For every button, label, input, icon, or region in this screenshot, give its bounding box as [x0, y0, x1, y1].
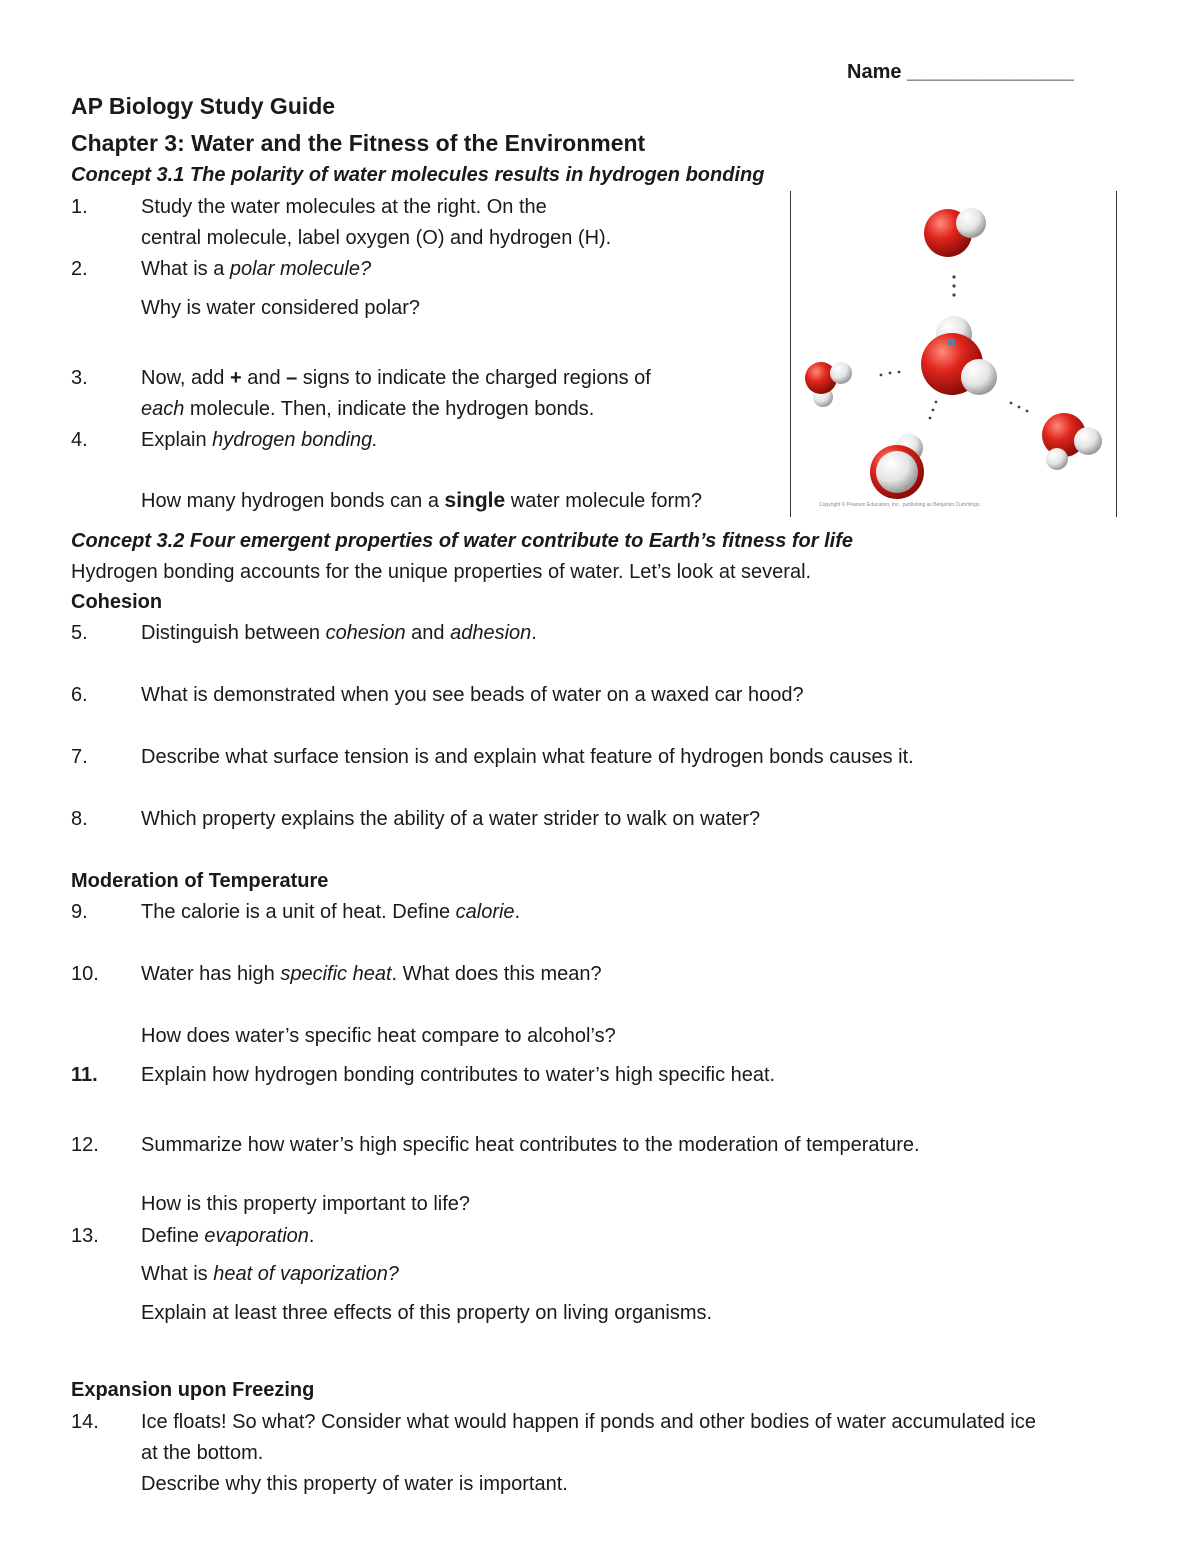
question-number: 14. — [71, 1411, 99, 1433]
question-number: 6. — [71, 684, 88, 706]
question-number: 8. — [71, 808, 88, 830]
question-number: 5. — [71, 622, 88, 644]
question-14-line3: Describe why this property of water is important. — [141, 1473, 568, 1495]
bottom-water-molecule — [870, 434, 924, 499]
question-12-text: Summarize how water’s high specific heat contributes to the moderation of temperature. — [141, 1134, 920, 1156]
question-number: 10. — [71, 963, 99, 985]
question-number: 7. — [71, 746, 88, 768]
question-9-text: The calorie is a unit of heat. Define calorie. — [141, 901, 521, 923]
question-13-followup-2: Explain at least three effects of this property on living organisms. — [141, 1302, 713, 1324]
question-7-text: Describe what surface tension is and explain what feature of hydrogen bonds causes it. — [141, 746, 914, 768]
question-1-line1: Study the water molecules at the right. On the — [141, 196, 547, 218]
question-number: 13. — [71, 1225, 99, 1247]
question-2-prompt: What is a polar molecule? — [141, 258, 372, 280]
question-13-text: Define evaporation. — [141, 1225, 315, 1247]
hydrogen-bond-dots — [929, 401, 938, 420]
question-3-line2: each molecule. Then, indicate the hydrogen bonds. — [141, 398, 595, 420]
document-title: AP Biology Study Guide — [71, 93, 336, 119]
hydrogen-bond-dots — [952, 275, 955, 296]
question-5-text: Distinguish between cohesion and adhesion. — [141, 622, 537, 644]
cohesion-heading: Cohesion — [71, 591, 163, 613]
question-number: 3. — [71, 367, 88, 389]
left-water-molecule — [805, 362, 852, 407]
figure-credit: Copyright © Pearson Education, Inc., publishing as Benjamin Cummings. — [819, 502, 981, 508]
temperature-heading: Moderation of Temperature — [71, 870, 329, 892]
question-2-followup: Why is water considered polar? — [141, 297, 421, 319]
top-water-molecule — [924, 208, 986, 257]
freezing-heading: Expansion upon Freezing — [71, 1379, 315, 1401]
central-water-molecule — [921, 316, 997, 395]
chapter-heading: Chapter 3: Water and the Fitness of the Environment — [71, 130, 646, 156]
question-number: 9. — [71, 901, 88, 923]
question-11-text: Explain how hydrogen bonding contributes to water’s high specific heat. — [141, 1064, 776, 1086]
hydrogen-bond-dots — [1010, 402, 1029, 413]
concept-3-1-heading: Concept 3.1 The polarity of water molecules results in hydrogen bonding — [71, 164, 765, 186]
question-number: 2. — [71, 258, 88, 280]
question-number: 12. — [71, 1134, 99, 1156]
question-10-text: Water has high specific heat. What does this mean? — [141, 963, 602, 985]
question-1-line2: central molecule, label oxygen (O) and hydrogen (H). — [141, 227, 612, 249]
question-4-followup: How many hydrogen bonds can a single water molecule form? — [141, 489, 702, 512]
question-8-text: Which property explains the ability of a water strider to walk on water? — [141, 808, 761, 830]
right-water-molecule — [1042, 413, 1102, 470]
water-molecules-illustration — [791, 191, 1116, 517]
intro-text: Hydrogen bonding accounts for the unique properties of water. Let’s look at several. — [71, 561, 812, 583]
question-number: 4. — [71, 429, 88, 451]
hydrogen-bond-dots — [880, 371, 901, 377]
question-number: 1. — [71, 196, 88, 218]
question-10-followup: How does water’s specific heat compare to alcohol’s? — [141, 1025, 616, 1047]
question-13-followup-1: What is heat of vaporization? — [141, 1263, 399, 1285]
question-number: 11. — [71, 1064, 98, 1086]
question-14-line1: Ice floats! So what? Consider what would happen if ponds and other bodies of water accumulated ice — [141, 1411, 1036, 1433]
question-3-line1: Now, add + and – signs to indicate the charged regions of — [141, 367, 651, 389]
name-field-label: Name _______________ — [847, 61, 1074, 83]
concept-3-2-heading: Concept 3.2 Four emergent properties of water contribute to Earth’s fitness for life — [71, 530, 853, 552]
question-6-text: What is demonstrated when you see beads of water on a waxed car hood? — [141, 684, 804, 706]
question-14-line2: at the bottom. — [141, 1442, 264, 1464]
water-molecules-figure — [790, 191, 1117, 517]
question-4-prompt: Explain hydrogen bonding. — [141, 429, 378, 451]
question-12-followup: How is this property important to life? — [141, 1193, 471, 1215]
